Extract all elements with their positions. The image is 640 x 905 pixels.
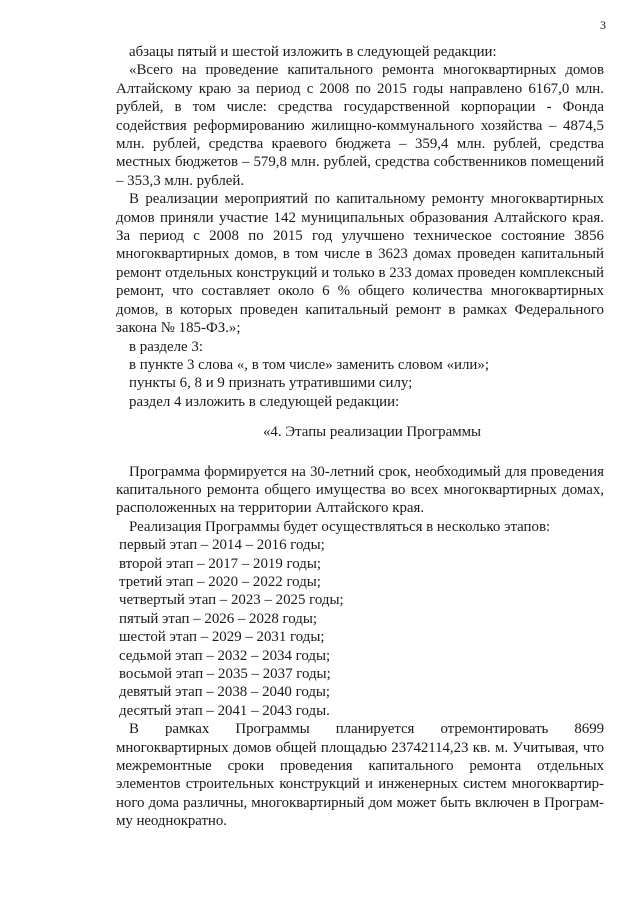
stage-item: второй этап – 2017 – 2019 годы; [119, 555, 321, 572]
final-paragraph: В рамках Программы планируется отремонтировать 8699 многоквартирных домов общей площадью 23742114,23 кв. м. Учитывая, что межремонтные сроки проведения капитального ремонта отдельных элементов строительных конструкций и инженерных систем многоквартирного дома различны, многоквартирный дом может быть включен в Программу неоднократно. [116, 721, 604, 830]
stage-item: пятый этап – 2026 – 2028 годы; [119, 610, 318, 627]
stage-item: седьмой этап – 2032 – 2034 годы; [119, 647, 331, 664]
stage-item: шестой этап – 2029 – 2031 годы; [119, 629, 325, 646]
stage-item: третий этап – 2020 – 2022 годы; [119, 573, 321, 590]
stage-item: первый этап – 2014 – 2016 годы; [119, 537, 325, 554]
document-body [116, 43, 604, 831]
funding-paragraph: «Всего на проведение капитального ремонта многоквартирных домов Алтайскому краю за период с 2008 по 2015 годы направлено 6167,0 млн. рублей, в том числе: средства государственной корпорации - Фонда содействия реформированию жилищно-коммунального хозяйства – 4874,5 млн. рублей, средства краевого бюджета – 359,4 млн. рублей, средства местных бюджетов – 579,8 млн. рублей, средства собственников помещений – 353,3 млн. рублей. [116, 62, 604, 189]
section-3-line: в разделе 3: [129, 338, 203, 355]
stage-item: девятый этап – 2038 – 2040 годы; [119, 684, 331, 701]
points-6-8-9-line: пункты 6, 8 и 9 признать утратившими силу; [129, 375, 413, 392]
point-3-line: в пункте 3 слова «, в том числе» заменить словом «или»; [129, 356, 489, 373]
stage-item: четвертый этап – 2023 – 2025 годы; [119, 592, 344, 609]
stage-item: восьмой этап – 2035 – 2037 годы; [119, 666, 331, 682]
intro-line: абзацы пятый и шестой изложить в следующей редакции: [129, 44, 497, 60]
section-4-line: раздел 4 изложить в следующей редакции: [129, 393, 400, 410]
stage-item: десятый этап – 2041 – 2043 годы. [119, 702, 330, 719]
implementation-paragraph: В реализации мероприятий по капитальному ремонту многоквартирных домов приняли участие 142 муниципальных образования Алтайского края. За период с 2008 по 2015 год улучшено техническое состояние 3856 многоквартирных домов, в том числе в 3623 домах проведен капитальный ремонт отдельных конструкций и только в 233 домах проведен комплексный ремонт, что составляет около 6 % общего количества многоквартирных домов, в которых проведен капитальный ремонт в рамках Федерального закона № 185-ФЗ.»; [116, 191, 604, 337]
stages-intro-line: Реализация Программы будет осуществляться в несколько этапов: [129, 518, 551, 535]
program-term-paragraph: Программа формируется на 30-летний срок, необходимый для проведения капитального ремонта общего имущества во всех многоквартирных домах, расположенных на территории Алтайского края. [116, 463, 604, 517]
section-heading: «4. Этапы реализации Программы [262, 424, 482, 441]
page-number: 3 [600, 18, 606, 32]
